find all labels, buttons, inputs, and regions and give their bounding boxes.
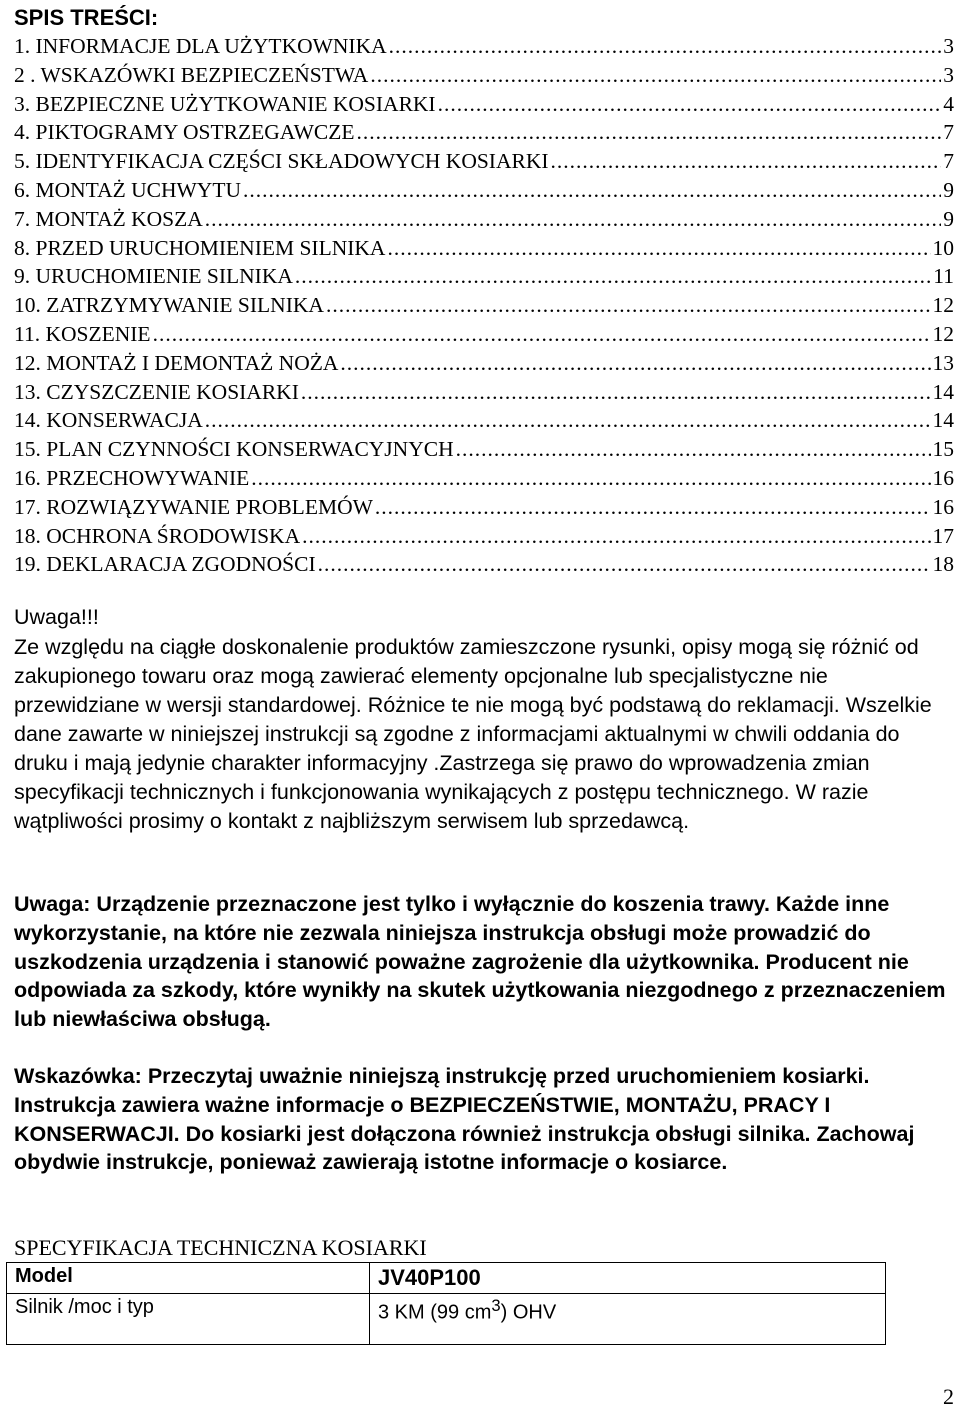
toc-entry[interactable] <box>14 176 954 205</box>
spec-heading: SPECYFIKACJA TECHNICZNA KOSIARKI <box>14 1235 427 1260</box>
toc-entry[interactable] <box>14 234 954 263</box>
toc-leader-dots <box>387 234 930 263</box>
toc-entry[interactable] <box>14 435 954 464</box>
toc-entry-label: 16. PRZECHOWYWANIE <box>14 465 250 490</box>
toc-entry-page: 4 <box>943 91 954 116</box>
engine-value-prefix: 3 KM (99 cm <box>378 1301 492 1324</box>
toc-entry[interactable] <box>14 118 954 147</box>
toc-entry-page: 9 <box>943 177 954 202</box>
toc-entry-page: 3 <box>943 62 954 87</box>
toc-entry[interactable] <box>14 406 954 435</box>
toc-entry[interactable] <box>14 550 954 579</box>
spec-value-cell <box>370 1263 886 1294</box>
toc-entry-page: 3 <box>943 34 954 58</box>
toc-entry-label: 12. MONTAŻ I DEMONTAŻ NOŻA <box>14 350 339 375</box>
table-of-contents <box>14 32 954 579</box>
toc-entry-page: 7 <box>943 149 954 174</box>
toc-entry[interactable] <box>14 262 954 291</box>
toc-leader-dots <box>153 320 931 349</box>
toc-leader-dots <box>456 435 931 464</box>
toc-entry-label: 9. URUCHOMIENIE SILNIKA <box>14 264 293 289</box>
model-value: JV40P100 <box>378 1265 481 1290</box>
toc-entry[interactable] <box>14 291 954 320</box>
toc-entry-page: 12 <box>932 293 954 318</box>
toc-leader-dots <box>301 378 931 407</box>
toc-leader-dots <box>340 349 930 378</box>
toc-entry-label: 13. CZYSZCZENIE KOSIARKI <box>14 379 299 404</box>
toc-entry-page: 10 <box>932 235 954 260</box>
page-number: 2 <box>943 1384 954 1409</box>
toc-entry-label: 1. INFORMACJE DLA UŻYTKOWNIKA <box>14 34 387 58</box>
spec-label-cell: Model <box>7 1263 370 1294</box>
toc-entry-label: 10. ZATRZYMYWANIE SILNIKA <box>14 293 324 318</box>
toc-entry-page: 14 <box>932 379 954 404</box>
table-row <box>7 1263 886 1294</box>
toc-entry-page: 7 <box>943 120 954 145</box>
toc-entry-page: 16 <box>932 494 954 519</box>
engine-value-suffix: ) OHV <box>500 1301 557 1324</box>
toc-leader-dots <box>205 406 931 435</box>
toc-entry-page: 13 <box>932 350 954 375</box>
toc-entry-label: 3. BEZPIECZNE UŻYTKOWANIE KOSIARKI <box>14 91 436 116</box>
usage-warning: Uwaga: Urządzenie przeznaczone jest tylko i wyłącznie do koszenia trawy. Każde inne wykorzystanie, na które nie zezwala niniejsza instrukcja obsługi może prowadzić do uszkodzenia urządzenia i stanowić poważne zagrożenie dla użytkownika. Producent nie odpowiada za szkody, które wynikły na skutek użytkowania niezgodnego z przeznaczeniem lub niewłaściwa obsługą. <box>14 892 946 1032</box>
toc-entry-label: 8. PRZED URUCHOMIENIEM SILNIKA <box>14 235 386 260</box>
toc-leader-dots <box>356 118 941 147</box>
toc-entry-page: 11 <box>933 264 954 289</box>
toc-entry-label: 15. PLAN CZYNNOŚCI KONSERWACYJNYCH <box>14 437 454 462</box>
toc-entry-label: 14. KONSERWACJA <box>14 408 203 433</box>
toc-entry[interactable] <box>14 61 954 90</box>
toc-leader-dots <box>243 176 941 205</box>
toc-leader-dots <box>389 32 942 61</box>
toc-entry-label: 11. KOSZENIE <box>14 321 151 346</box>
toc-entry[interactable] <box>14 378 954 407</box>
toc-entry[interactable] <box>14 349 954 378</box>
table-row <box>7 1294 886 1345</box>
engine-value-superscript: 3 <box>491 1296 501 1315</box>
toc-entry-page: 14 <box>932 408 954 433</box>
toc-entry-label: 18. OCHRONA ŚRODOWISKA <box>14 523 301 548</box>
toc-leader-dots <box>295 262 931 291</box>
toc-entry-page: 18 <box>932 552 954 577</box>
toc-leader-dots <box>370 61 941 90</box>
toc-entry[interactable] <box>14 320 954 349</box>
toc-leader-dots <box>438 90 942 119</box>
toc-entry-label: 19. DEKLARACJA ZGODNOŚCI <box>14 552 316 577</box>
toc-entry[interactable] <box>14 464 954 493</box>
reading-hint: Wskazówka: Przeczytaj uważnie niniejszą instrukcję przed uruchomieniem kosiarki. Instrukcja zawiera ważne informacje o BEZPIECZEŃSTWIE, MONTAŻU, PRACY I KONSERWACJI. Do kosiarki jest dołączona również instrukcja obsługi silnika. Zachowaj obydwie instrukcje, ponieważ zawierają istotne informacje o kosiarce. <box>14 1064 915 1175</box>
toc-entry[interactable] <box>14 147 954 176</box>
toc-entry-label: 5. IDENTYFIKACJA CZĘŚCI SKŁADOWYCH KOSIARKI <box>14 149 549 174</box>
toc-entry-label: 6. MONTAŻ UCHWYTU <box>14 177 241 202</box>
toc-title: SPIS TREŚCI: <box>14 5 159 30</box>
toc-entry[interactable] <box>14 493 954 522</box>
toc-entry-page: 12 <box>932 321 954 346</box>
toc-entry[interactable] <box>14 205 954 234</box>
toc-leader-dots <box>326 291 931 320</box>
toc-entry[interactable] <box>14 32 954 61</box>
toc-entry-label: 17. ROZWIĄZYWANIE PROBLEMÓW <box>14 494 373 519</box>
toc-entry[interactable] <box>14 522 954 551</box>
toc-leader-dots <box>205 205 941 234</box>
toc-entry-label: 4. PIKTOGRAMY OSTRZEGAWCZE <box>14 120 355 145</box>
spec-value-cell <box>370 1294 886 1345</box>
toc-entry-page: 17 <box>932 523 954 548</box>
spec-label-cell: Silnik /moc i typ <box>7 1294 370 1345</box>
toc-entry-label: 2 . WSKAZÓWKI BEZPIECZEŃSTWA <box>14 62 369 87</box>
toc-entry-label: 7. MONTAŻ KOSZA <box>14 206 203 231</box>
toc-entry[interactable] <box>14 90 954 119</box>
notice-heading: Uwaga!!! <box>14 605 99 629</box>
toc-leader-dots <box>551 147 942 176</box>
notice-paragraph: Ze względu na ciągłe doskonalenie produktów zamieszczone rysunki, opisy mogą się różnić od zakupionego towaru oraz mogą zawierać elementy opcjonalne lub specjalistyczne nie przewidziane w wersji standardowej. Różnice te nie mogą być podstawą do reklamacji. Wszelkie dane zawarte w niniejszej instrukcji są zgodne z informacjami aktualnymi w chwili oddania do druku i mają jedynie charakter informacyjny .Zastrzega się prawo do wprowadzenia zmian specyfikacji technicznych i funkcjonowania wynikających z postępu technicznego. W razie wątpliwości prosimy o kontakt z najbliższym serwisem lub sprzedawcą. <box>14 635 932 833</box>
toc-leader-dots <box>302 522 930 551</box>
toc-entry-page: 9 <box>943 206 954 231</box>
toc-entry-page: 15 <box>932 437 954 462</box>
toc-entry-page: 16 <box>932 465 954 490</box>
toc-leader-dots <box>318 550 931 579</box>
toc-leader-dots <box>251 464 930 493</box>
spec-table <box>6 1262 886 1345</box>
toc-leader-dots <box>375 493 931 522</box>
